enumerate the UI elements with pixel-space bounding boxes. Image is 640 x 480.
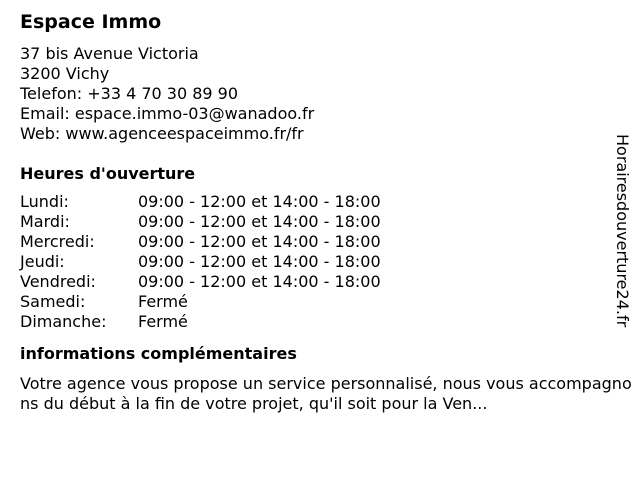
web-line: Web: www.agenceespaceimmo.fr/fr	[20, 124, 304, 143]
additional-info-text: Votre agence vous propose un service personnalisé, nous vous accompagnons du début à la fin de votre projet, qu'il soit pour la Ven...	[20, 374, 632, 413]
hours-row-friday	[20, 272, 610, 292]
hours-day-label: Mercredi:	[20, 232, 95, 251]
site-watermark	[610, 134, 636, 374]
hours-day-label: Jeudi:	[20, 252, 65, 271]
hours-day-value: 09:00 - 12:00 et 14:00 - 18:00	[138, 252, 381, 271]
hours-day-label: Mardi:	[20, 212, 70, 231]
hours-day-label: Samedi:	[20, 292, 86, 311]
hours-day-value: Fermé	[138, 312, 188, 331]
watermark-text: Horairesdouverture24.fr	[613, 134, 632, 328]
phone-line: Telefon: +33 4 70 30 89 90	[20, 84, 239, 103]
opening-hours-heading: Heures d'ouverture	[20, 164, 196, 183]
hours-day-label: Dimanche:	[20, 312, 107, 331]
hours-row-wednesday	[20, 232, 610, 252]
hours-row-tuesday	[20, 212, 610, 232]
hours-day-label: Lundi:	[20, 192, 69, 211]
hours-row-thursday	[20, 252, 610, 272]
hours-row-saturday	[20, 292, 610, 312]
hours-day-value: 09:00 - 12:00 et 14:00 - 18:00	[138, 232, 381, 251]
hours-row-monday	[20, 192, 610, 212]
hours-day-value: Fermé	[138, 292, 188, 311]
additional-info-heading: informations complémentaires	[20, 344, 297, 363]
address-line-1: 37 bis Avenue Victoria	[20, 44, 199, 63]
email-line: Email: espace.immo-03@wanadoo.fr	[20, 104, 315, 123]
business-name: Espace Immo	[20, 11, 162, 33]
contact-block	[20, 44, 610, 144]
hours-day-value: 09:00 - 12:00 et 14:00 - 18:00	[138, 192, 381, 211]
address-line-2: 3200 Vichy	[20, 64, 110, 83]
hours-day-value: 09:00 - 12:00 et 14:00 - 18:00	[138, 212, 381, 231]
hours-day-value: 09:00 - 12:00 et 14:00 - 18:00	[138, 272, 381, 291]
hours-day-label: Vendredi:	[20, 272, 96, 291]
opening-hours-table	[20, 192, 610, 332]
hours-row-sunday	[20, 312, 610, 332]
